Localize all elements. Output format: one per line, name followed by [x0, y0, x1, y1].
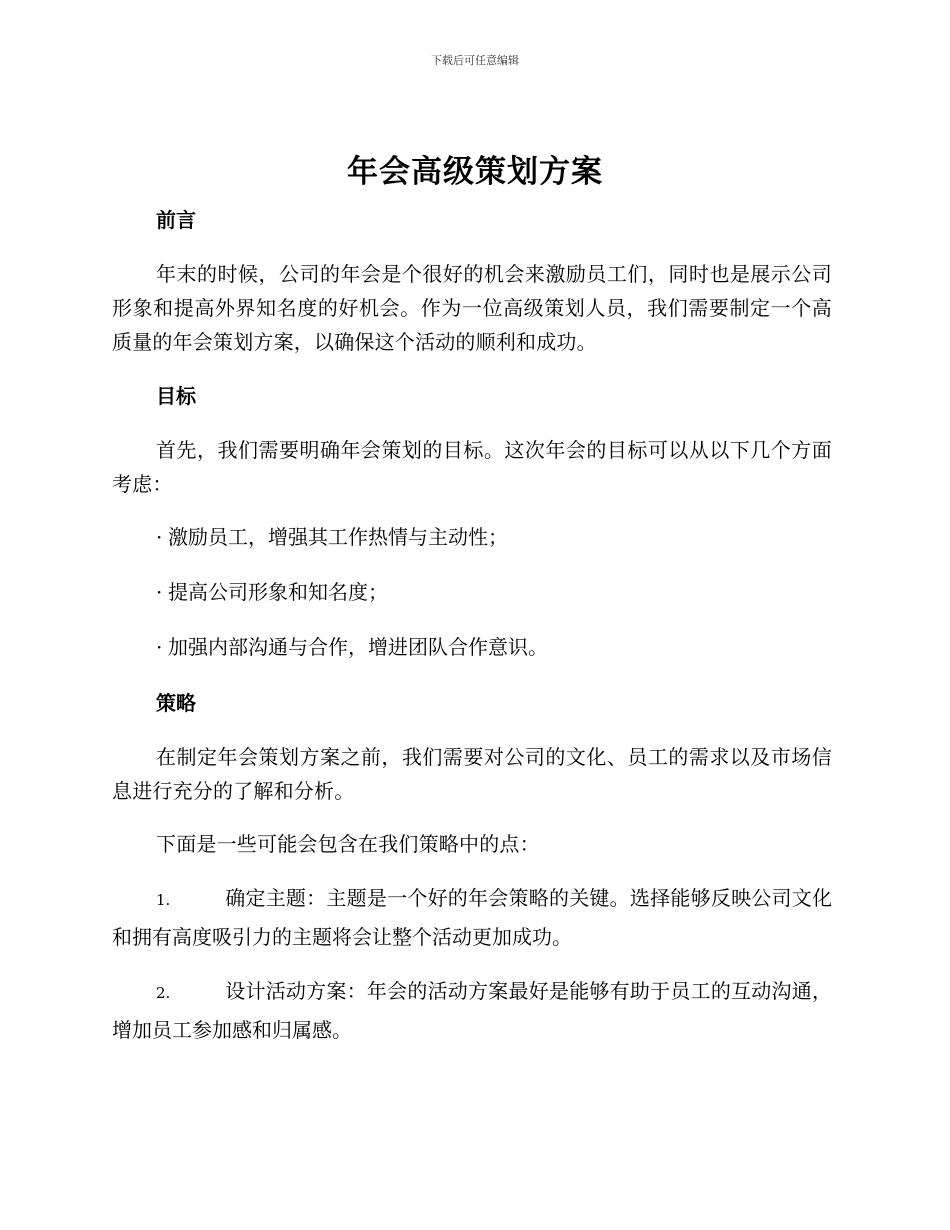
goal-bullet-item: [112, 520, 832, 554]
bullet-marker: ·: [156, 580, 163, 604]
goal-bullet-text: 激励员工，增强其工作热情与主动性；: [168, 525, 508, 549]
goal-bullet-text: 提高公司形象和知名度；: [168, 580, 388, 604]
document-title: 年会高级策划方案: [347, 154, 603, 190]
item-text: 确定主题：主题是一个好的年会策略的关键。选择能够反映公司文化和拥有高度吸引力的主题将会让整个活动更加成功。: [112, 886, 832, 949]
section-heading-preface: 前言: [156, 208, 196, 232]
strategy-paragraph: 在制定年会策划方案之前，我们需要对公司的文化、员工的需求以及市场信息进行充分的了解和分析。: [112, 745, 832, 803]
strategy-intro-paragraph: 下面是一些可能会包含在我们策略中的点：: [156, 832, 540, 856]
strategy-numbered-item: [112, 880, 832, 956]
document-body: [112, 202, 832, 1066]
goal-bullet-text: 加强内部沟通与合作，增进团队合作意识。: [168, 635, 548, 659]
goal-bullet-item: [112, 575, 832, 609]
bullet-marker: ·: [156, 525, 163, 549]
goal-bullet-item: [112, 630, 832, 664]
page-header-note: 下载后可任意编辑: [431, 54, 519, 67]
goals-paragraph: 首先，我们需要明确年会策划的目标。这次年会的目标可以从以下几个方面考虑：: [112, 438, 832, 496]
item-text: 设计活动方案：年会的活动方案最好是能够有助于员工的互动沟通，增加员工参加感和归属感。: [112, 979, 832, 1042]
preface-paragraph: 年末的时候，公司的年会是个很好的机会来激励员工们，同时也是展示公司形象和提高外界知名度的好机会。作为一位高级策划人员，我们需要制定一个高质量的年会策划方案，以确保这个活动的顺利和成功。: [112, 262, 832, 354]
item-number: 2.: [156, 984, 171, 1002]
bullet-marker: ·: [156, 635, 163, 659]
section-heading-goals: 目标: [156, 384, 196, 408]
strategy-numbered-item: [112, 973, 832, 1049]
item-number: 1.: [156, 891, 171, 909]
section-heading-strategy: 策略: [156, 691, 196, 715]
